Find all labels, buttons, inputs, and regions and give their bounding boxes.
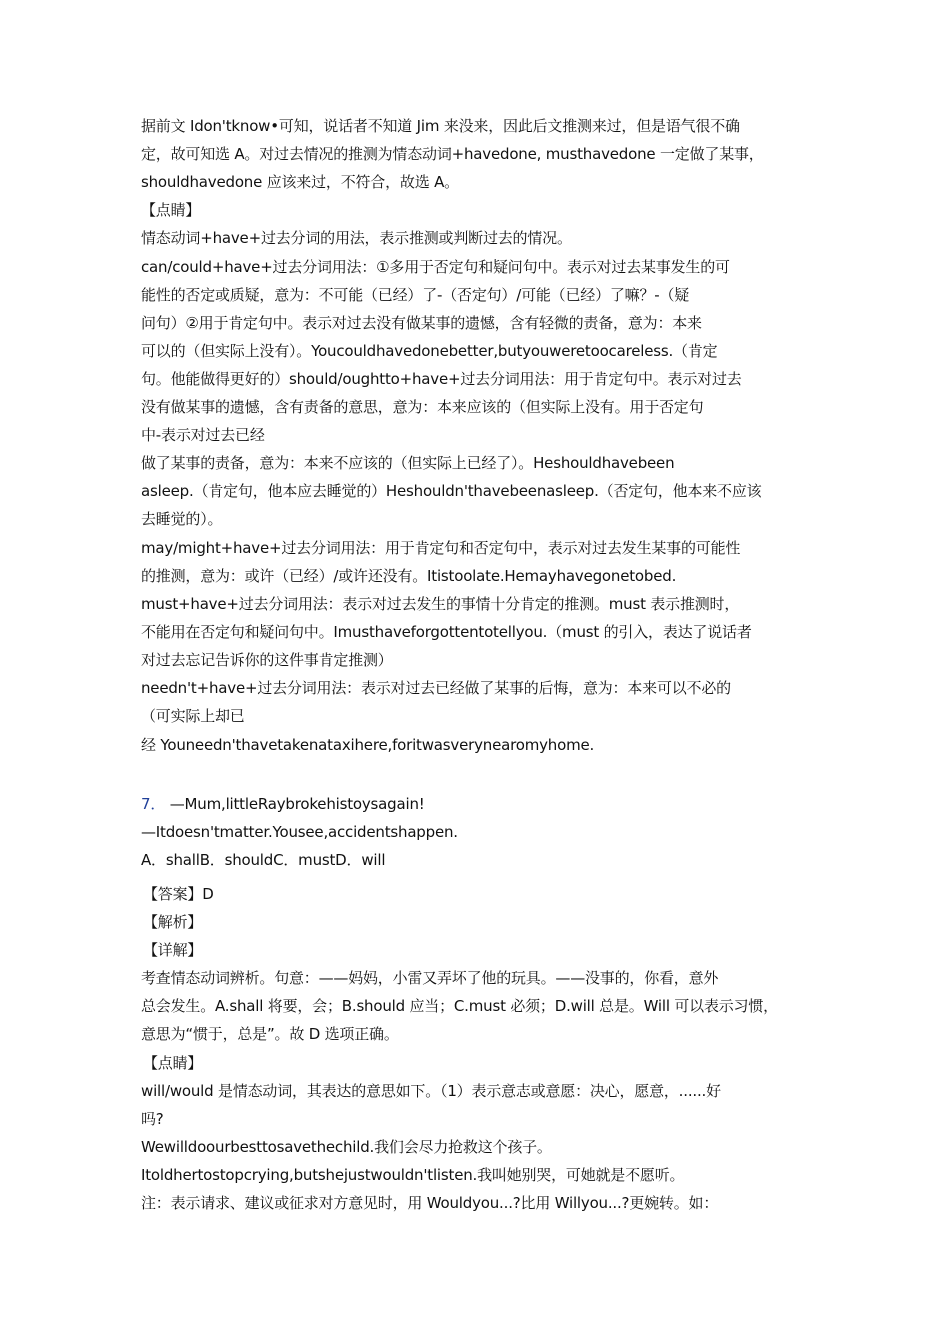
text-line: may/might+have+过去分词用法：用于肯定句和否定句中，表示对过去发生某事的可能性 — [141, 539, 741, 557]
analysis-label: 【解析】 — [143, 913, 203, 931]
text-line: 去睡觉的）。 — [141, 510, 223, 528]
question-options: A．shallB．shouldC．mustD．will — [141, 851, 386, 869]
text-line: 总会发生。A.shall 将要，会；B.should 应当；C.must 必须；D.will 总是。Will 可以表示习惯， — [141, 997, 778, 1015]
text-line: 不能用在否定句和疑问句中。Imusthaveforgottentotellyou.（must 的引入，表达了说话者 — [141, 623, 752, 641]
text-line: 注：表示请求、建议或征求对方意见时，用 Wouldyou...?比用 Willyou...?更婉转。如： — [141, 1194, 719, 1212]
text-line: 考查情态动词辨析。句意：——妈妈，小雷又弄坏了他的玩具。——没事的，你看，意外 — [141, 969, 719, 987]
text-line: Itoldhertostopcrying,butshejustwouldn'tlisten.我叫她别哭，可她就是不愿听。 — [141, 1166, 685, 1184]
section-label-dianjing: 【点睛】 — [141, 201, 201, 219]
text-line: 做了某事的责备，意为：本来不应该的（但实际上已经了）。Heshouldhavebeen — [141, 454, 675, 472]
text-line: 吗? — [141, 1110, 164, 1128]
text-line: 经 Youneedn'thavetakenataxihere,foritwasverynearomyhome. — [141, 736, 595, 754]
text-line: shouldhavedone 应该来过，不符合，故选 A。 — [141, 173, 459, 191]
question-stem — [141, 794, 831, 814]
text-line: 能性的否定或质疑，意为：不可能（已经）了-（否定句）/可能（已经）了嘛？-（疑 — [141, 286, 690, 304]
text-line: must+have+过去分词用法：表示对过去发生的事情十分肯定的推测。must 表示推测时， — [141, 595, 740, 613]
text-line: 对过去忘记告诉你的这件事肯定推测） — [141, 651, 393, 669]
text-line: asleep.（肯定句，他本应去睡觉的）Heshouldn'thavebeenasleep.（否定句，他本来不应该 — [141, 482, 762, 500]
text-line: 句。他能做得更好的）should/oughtto+have+过去分词用法：用于肯定句中。表示对过去 — [141, 370, 742, 388]
question-line-1: —Mum,littleRaybrokehistoysagain! — [169, 795, 425, 813]
text-line: can/could+have+过去分词用法：①多用于否定句和疑问句中。表示对过去某事发生的可 — [141, 258, 730, 276]
text-line: 可以的（但实际上没有）。Youcouldhavedonebetter,butyouweretoocareless.（肯定 — [141, 342, 718, 360]
text-line: 定，故可知选 A。对过去情况的推测为情态动词+havedone, musthavedone 一定做了某事， — [141, 145, 764, 163]
text-line: （可实际上却已 — [141, 707, 245, 725]
text-line: 意思为“惯于，总是”。故 D 选项正确。 — [141, 1025, 399, 1043]
question-number: 7． — [141, 795, 166, 813]
detail-label: 【详解】 — [143, 941, 203, 959]
text-line: 情态动词+have+过去分词的用法，表示推测或判断过去的情况。 — [141, 229, 572, 247]
text-line: 的推测，意为：或许（已经）/或许还没有。Itistoolate.Hemayhavegonetobed. — [141, 567, 677, 585]
section-label-dianjing: 【点睛】 — [143, 1054, 203, 1072]
text-line: 问句）②用于肯定句中。表示对过去没有做某事的遗憾，含有轻微的责备，意为：本来 — [141, 314, 702, 332]
text-line: needn't+have+过去分词用法：表示对过去已经做了某事的后悔，意为：本来可以不必的 — [141, 679, 731, 697]
text-line: 中-表示对过去已经 — [141, 426, 265, 444]
answer-label: 【答案】D — [143, 885, 214, 903]
text-line: will/would 是情态动词，其表达的意思如下。（1）表示意志或意愿：决心，愿意，......好 — [141, 1082, 721, 1100]
text-line: 没有做某事的遗憾，含有责备的意思，意为：本来应该的（但实际上没有。用于否定句 — [141, 398, 704, 416]
question-line-2: —Itdoesn'tmatter.Yousee,accidentshappen. — [141, 823, 458, 841]
text-line: 据前文 Idon'tknow•可知，说话者不知道 Jim 来没来，因此后文推测来过，但是语气很不确 — [141, 117, 740, 135]
text-line: Wewilldoourbesttosavethechild.我们会尽力抢救这个孩子。 — [141, 1138, 552, 1156]
